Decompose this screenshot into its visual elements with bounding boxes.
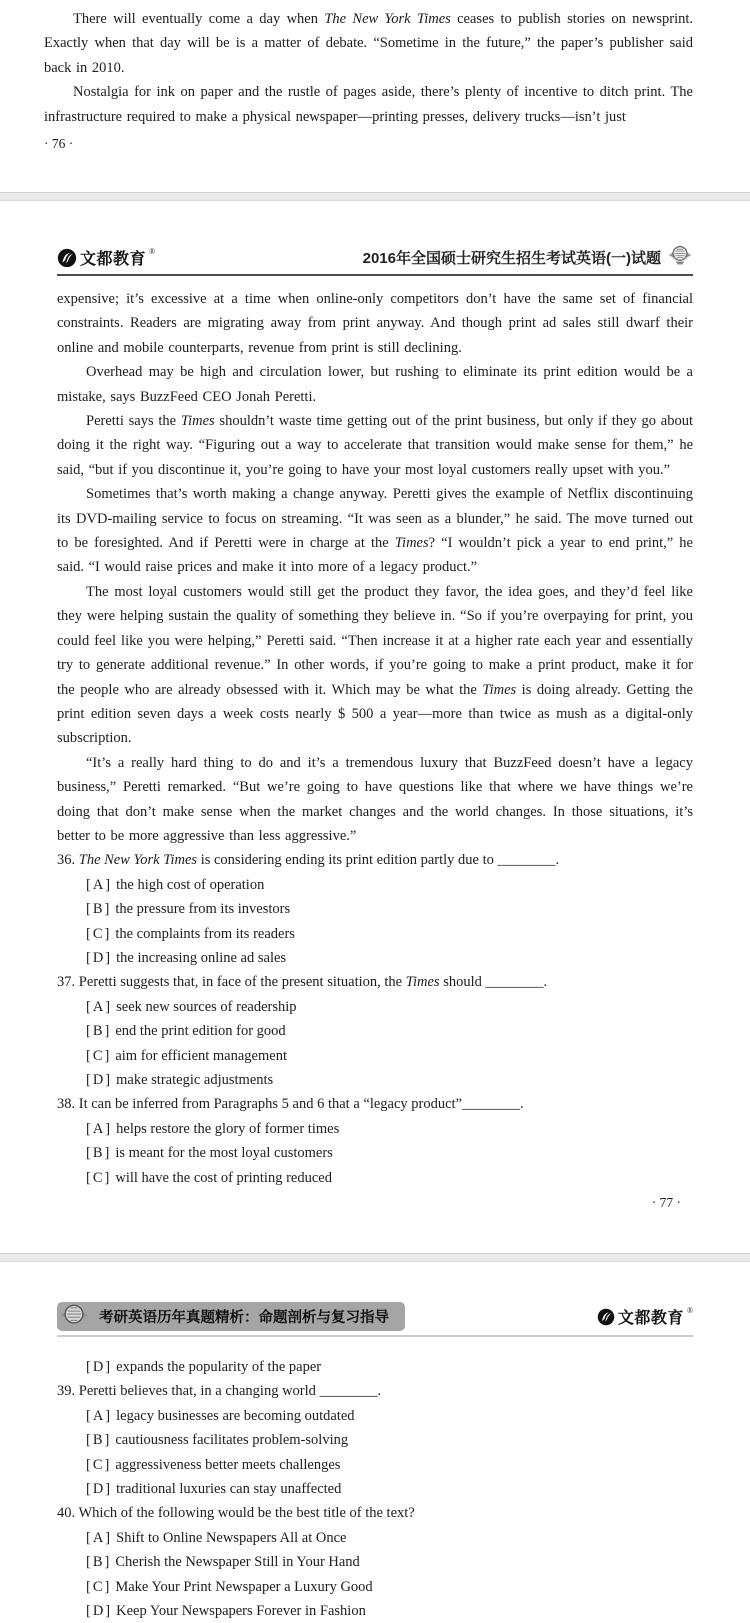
option-text: will have the cost of printing reduced [115,1169,332,1186]
question [57,1355,693,1379]
option-label: [A] [86,876,113,893]
option-text: cautiousness facilitates problem-solving [115,1432,349,1449]
option-text: aim for efficient management [115,1047,287,1064]
paragraph [57,751,693,849]
question-number: 40. [57,1505,79,1522]
paragraph [57,482,693,580]
wendu-logo-icon [57,248,77,268]
option-text: end the print edition for good [115,1023,286,1040]
answer-option [57,1453,693,1477]
paragraph [44,80,693,129]
option-text: is meant for the most loyal customers [115,1145,333,1162]
exam-title: 2016年全国硕士研究生招生考试英语(一)试题 [362,249,661,267]
text-segment: ? “I wouldn’t pick a year to end print,” he said. “I would raise prices and make it into more of a legacy product.” [57,535,693,576]
paragraph [57,287,693,360]
option-text: expands the popularity of the paper [116,1359,322,1375]
section-banner [57,1302,405,1331]
question [57,1379,693,1501]
option-label: [D] [86,1603,113,1620]
option-text: make strategic adjustments [116,1072,274,1088]
option-label: [D] [86,1359,113,1375]
text-segment: The most loyal customers would still get the product they favor, the idea goes, and they’d feel like they were helping sustain the quality of something they believe in. “So if you’re overpaying for print, you could feel like you were helping,” Peretti said. “Then increase it at a higher rate each year and essentially try to generate additional revenue.” In other words, if you’re going to make a print product, make it for the people who are already obsessed with it. Which may be what the [57,583,693,698]
answer-option [57,1117,693,1141]
option-text: aggressiveness better meets challenges [115,1456,341,1473]
answer-option [57,897,693,921]
answer-option [57,1044,693,1068]
answer-option [57,1477,693,1501]
option-label: [B] [86,1432,112,1449]
laurel-seal-icon [59,1303,89,1331]
option-label: [D] [86,949,113,966]
option-label: [A] [86,1407,113,1424]
question [57,848,693,970]
answer-option [57,1355,693,1379]
brand-name: 文都教育 [617,1310,684,1327]
text-segment: is doing already. Getting the print edition seven days a week costs nearly $ 500 a year—more than twice as mush as a digital-only subscription. [57,681,693,747]
answer-option [57,1141,693,1165]
italic-text: Times [405,974,440,991]
text-segment: shouldn’t waste time getting out of the print business, but only if they go about doing it the right way. “Figuring out a way to accelerate that transition would make sense for them,” he said, “but if you discontinue it, you’re going to have your most loyal customers really upset with you.” [57,413,693,478]
italic-text: The New York Times [78,852,198,869]
option-text: helps restore the glory of former times [116,1120,340,1137]
next-page-fragment [0,1262,750,1620]
question-number: 39. [57,1383,79,1400]
passage-text [44,7,693,129]
page-header [57,1302,693,1337]
text-segment: should ________. [439,974,548,991]
option-label: [D] [86,1072,113,1088]
brand-name: 文都教育 [80,251,147,268]
answer-option [57,1404,693,1428]
page-number: · 76 · [44,136,74,152]
option-label: [C] [86,1169,112,1186]
text-segment: Sometimes that’s worth making a change anyway. Peretti gives the example of Netflix discontinuing its DVD-mailing service to focus on streaming. “It was seen as a blunder,” he said. The move turned out to be foresighted. And if Peretti were in charge at the [57,486,693,552]
question [57,970,693,1092]
question-number: 38. [57,1096,79,1113]
registered-mark: ® [686,1306,693,1315]
answer-option [57,1428,693,1452]
option-text: Keep Your Newspapers Forever in Fashion [116,1603,366,1620]
page-number: · 77 · [651,1195,681,1211]
question-number: 37. [57,974,79,991]
question-stem [57,848,693,872]
question-stem [57,1379,693,1403]
option-label: [A] [86,1120,113,1137]
option-text: Cherish the Newspaper Still in Your Hand [115,1554,360,1571]
text-segment: Which of the following would be the best title of the text? [78,1505,415,1522]
page-separator [0,192,750,201]
question-stem [57,970,693,994]
italic-text: Times [180,413,215,430]
text-segment: Nostalgia for ink on paper and the rustle of pages aside, there’s plenty of incentive to ditch print. The infrastructure required to make a physical newspaper—printing presses, delivery trucks—isn’t just [44,84,693,125]
question [57,1092,693,1190]
option-text: the pressure from its investors [115,901,291,918]
option-text: traditional luxuries can stay unaffected [116,1481,342,1498]
option-label: [D] [86,1481,113,1498]
option-label: [A] [86,1529,113,1546]
answer-option [57,1526,693,1550]
text-segment: is considering ending its print edition partly due to ________. [197,852,560,869]
text-segment: Peretti says the [86,413,181,430]
option-text: the high cost of operation [116,876,265,893]
wendu-logo [57,246,155,269]
page-separator [0,1253,750,1262]
questions-36-38 [57,848,693,1190]
option-text: seek new sources of readership [116,998,297,1015]
text-segment: expensive; it’s excessive at a time when online-only competitors don’t have the same set of financial constraints. Readers are migrating away from print anyway. And though print ad sales still dwarf their online and mobile counterparts, revenue from print is still declining. [57,291,693,356]
registered-mark: ® [149,247,156,256]
option-label: [C] [86,1456,112,1473]
exam-page [0,201,750,1253]
answer-option [57,995,693,1019]
answer-option [57,1166,693,1190]
question-stem [57,1092,693,1116]
question-number: 36. [57,852,79,869]
answer-option [57,1599,693,1623]
option-label: [C] [86,1578,112,1595]
text-segment: Overhead may be high and circulation lower, but rushing to eliminate its print edition would be a mistake, says BuzzFeed CEO Jonah Peretti. [57,364,693,405]
option-label: [C] [86,925,112,942]
option-label: [A] [86,998,113,1015]
option-label: [B] [86,1023,112,1040]
paragraph [57,360,693,409]
page-header [57,245,693,276]
question-stem [57,1501,693,1525]
wendu-logo [597,1305,693,1328]
option-label: [B] [86,901,112,918]
italic-text: Times [482,681,517,698]
wendu-logo-icon [597,1308,615,1326]
answer-option [57,1550,693,1574]
passage-text [57,287,693,848]
answer-option [57,873,693,897]
text-segment: “It’s a really hard thing to do and it’s a tremendous luxury that BuzzFeed doesn’t have a legacy business,” Peretti remarked. “But we’re going to have questions like that where we have things we’re doing that don’t make sense when the market changes and the world changes. In those situations, it’s better to be more aggressive than less aggressive.” [57,754,693,844]
text-segment: Peretti suggests that, in face of the present situation, the [78,974,406,991]
paragraph [57,409,693,482]
option-label: [B] [86,1554,112,1571]
paragraph [44,7,693,80]
answer-option [57,1019,693,1043]
italic-text: Times [394,535,429,552]
answer-option [57,946,693,970]
option-text: legacy businesses are becoming outdated [116,1407,355,1424]
answer-option [57,1068,693,1092]
option-text: Make Your Print Newspaper a Luxury Good [115,1578,373,1595]
option-text: the complaints from its readers [115,925,295,942]
answer-option [57,1575,693,1599]
text-segment: ceases to publish stories on newsprint. Exactly when that day will be is a matter of debate. “Sometime in the future,” the paper’s publisher said back in 2010. [44,11,693,76]
option-label: [B] [86,1145,112,1162]
text-segment: There will eventually come a day when [73,11,325,27]
banner-title: 考研英语历年真题精析：命题剖析与复习指导 [99,1310,389,1326]
option-label: [C] [86,1047,112,1064]
answer-option [57,922,693,946]
option-text: Shift to Online Newspapers All at Once [116,1529,347,1546]
text-segment: Peretti believes that, in a changing world ________. [78,1383,382,1400]
option-text: the increasing online ad sales [116,949,287,966]
questions-39-40 [57,1355,693,1623]
text-segment: It can be inferred from Paragraphs 5 and 6 that a “legacy product”________. [78,1096,524,1113]
italic-text: The New York Times [324,11,451,27]
previous-page-fragment [0,0,750,192]
laurel-seal-icon [667,245,693,269]
paragraph [57,580,693,751]
question [57,1501,693,1623]
exam-title-area [363,245,693,269]
